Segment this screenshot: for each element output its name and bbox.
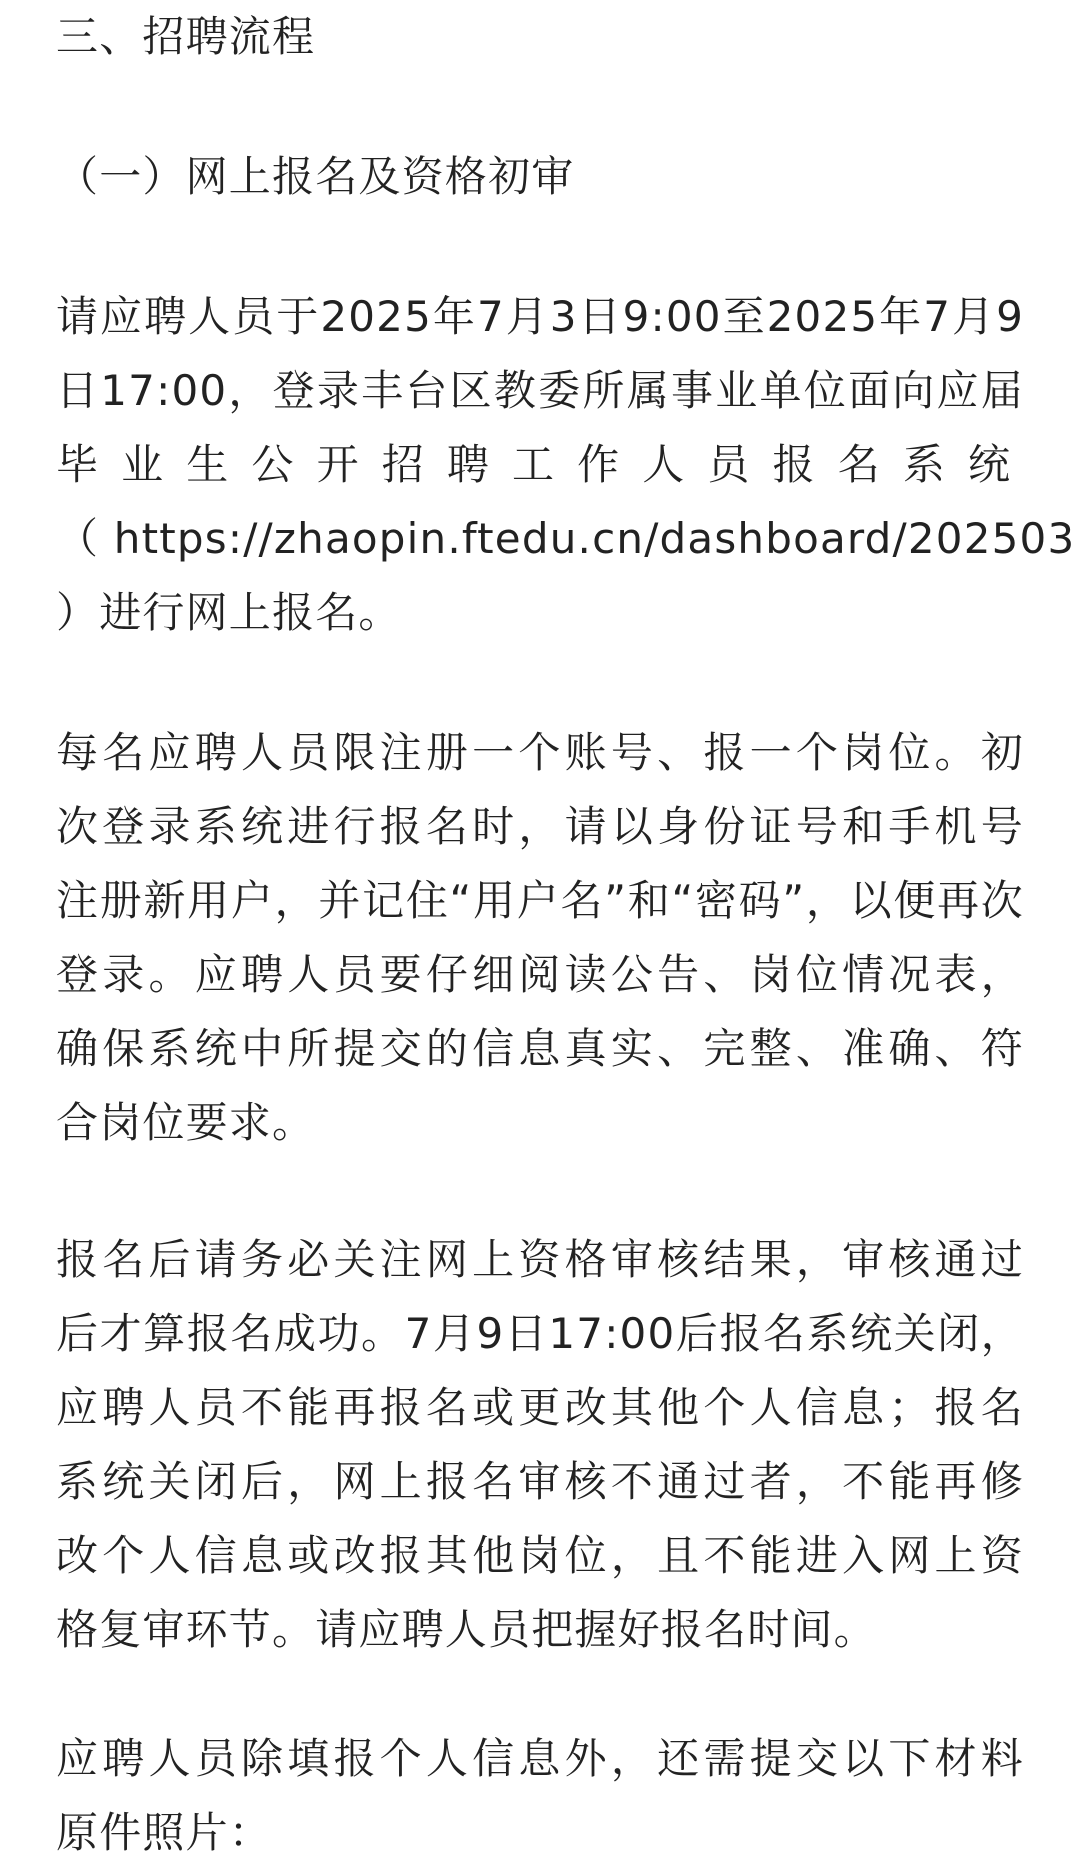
text-line: 登录。应聘人员要仔细阅读公告、岗位情况表， — [56, 950, 1024, 999]
text-line-cut: 原件照片： — [56, 1808, 273, 1857]
review-paragraph — [56, 1223, 1024, 1667]
url-line: （ https://zhaopin.ftedu.cn/dashboard/202503 — [56, 514, 1076, 563]
text-line: 报名后请务必关注网上资格审核结果，审核通过 — [56, 1235, 1024, 1284]
text-line: 次登录系统进行报名时，请以身份证号和手机号 — [56, 802, 1024, 851]
text-line: 格复审环节。请应聘人员把握好报名时间。 — [56, 1605, 877, 1654]
text-line: 日17:00，登录丰台区教委所属事业单位面向应届 — [56, 366, 1024, 415]
text-line: 后才算报名成功。7月9日17:00后报名系统关闭， — [56, 1309, 1024, 1358]
section-title: 三、招聘流程 — [56, 12, 316, 61]
text-line: 改个人信息或改报其他岗位，且不能进入网上资 — [56, 1531, 1024, 1580]
text-line: 应聘人员不能再报名或更改其他个人信息；报名 — [56, 1383, 1024, 1432]
account-paragraph — [56, 716, 1024, 1160]
subsection-title: （一）网上报名及资格初审 — [56, 152, 575, 201]
text-line: 合岗位要求。 — [56, 1098, 316, 1147]
text-line: 请应聘人员于2025年7月3日9:00至2025年7月9 — [56, 292, 1024, 341]
text-line: 系统关闭后，网上报名审核不通过者，不能再修 — [56, 1457, 1024, 1506]
text-line: 毕业生公开招聘工作人员报名系统 — [56, 440, 1024, 489]
text-line: 应聘人员除填报个人信息外，还需提交以下材料 — [56, 1734, 1024, 1783]
text-line: 确保系统中所提交的信息真实、完整、准确、符 — [56, 1024, 1024, 1073]
text-line: 注册新用户，并记住“用户名”和“密码”，以便再次 — [56, 876, 1024, 925]
materials-paragraph — [56, 1722, 1024, 1870]
text-line: ）进行网上报名。 — [56, 588, 402, 637]
registration-paragraph — [56, 280, 1076, 650]
text-line: 每名应聘人员限注册一个账号、报一个岗位。初 — [56, 728, 1024, 777]
